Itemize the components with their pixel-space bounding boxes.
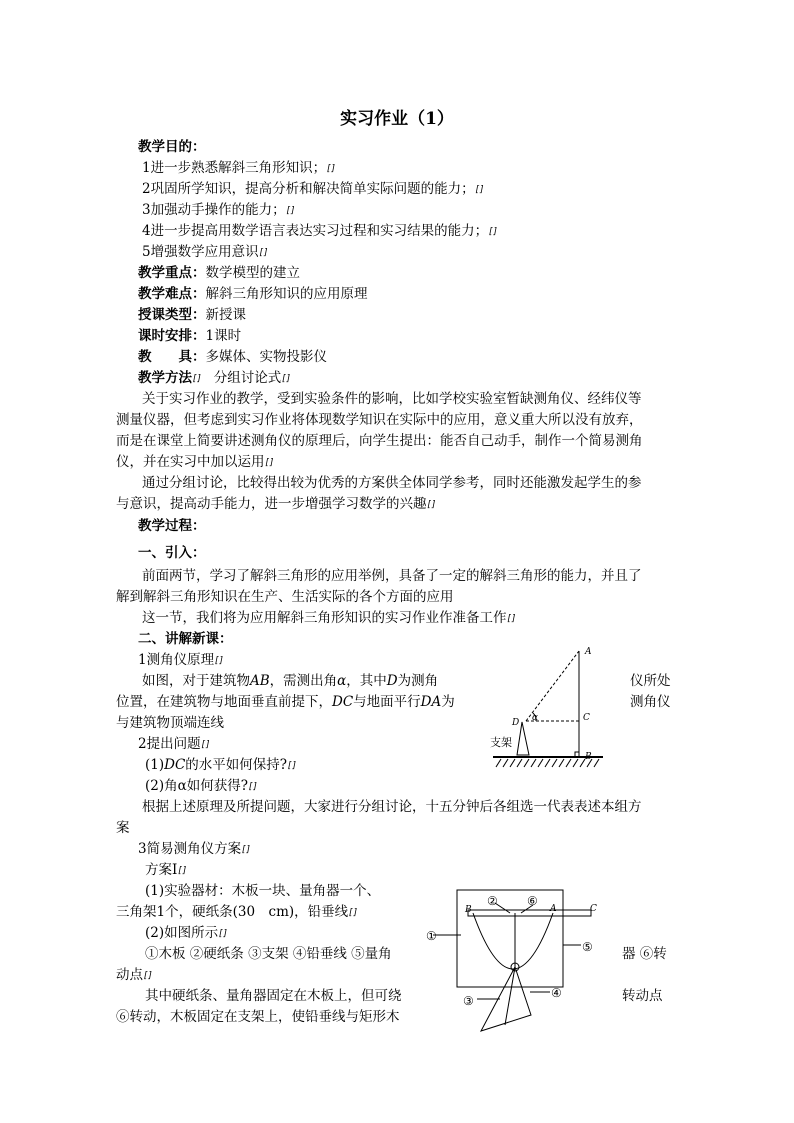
equip-line: 三角架1个，硬纸条(30 cm)，铅垂线[] xyxy=(116,904,358,920)
cardboard-strip xyxy=(468,910,591,916)
label-B2: B xyxy=(465,905,472,915)
parts-line: 动点[] xyxy=(116,967,152,983)
intro-line: 仪，并在实习中加以运用[] xyxy=(116,454,274,470)
parts-line-right: 器 ⑥转 xyxy=(622,946,667,962)
sec1-line: 解到解斜三角形知识在生产、生活实际的各个方面的应用 xyxy=(116,589,454,605)
scheme-label: 方案Ⅰ[] xyxy=(145,862,187,878)
question-heading: 2提出问题[] xyxy=(138,736,210,752)
principle-line: 位置，在建筑物与地面垂直前提下，DC与地面平行DA为 xyxy=(116,694,455,710)
question-item: (2)角α如何获得?[] xyxy=(145,778,257,794)
mark: [] xyxy=(285,206,295,216)
protractor-arc xyxy=(473,913,553,969)
section-intro-heading: 一、引入： xyxy=(138,545,206,561)
meta-method: 教学方法[] 分组讨论式[] xyxy=(138,370,291,386)
intro-line: 关于实习作业的教学，受到实验条件的影响，比如学校实验室暂缺测角仪、经纬仪等 xyxy=(142,391,642,407)
instrument-figure xyxy=(425,885,615,1040)
mark: [] xyxy=(488,227,497,237)
mark: [] xyxy=(326,164,335,174)
principle-heading: 1测角仪原理[] xyxy=(138,652,223,668)
mark: [] xyxy=(258,248,268,258)
meta-hours: 课时安排：1课时 xyxy=(138,328,242,344)
section-new-heading: 二、讲解新课： xyxy=(138,631,233,647)
label-stand: 支架 xyxy=(490,736,512,749)
page-title: 实习作业（1） xyxy=(340,109,454,129)
objective-item: 3加强动手操作的能力；[] xyxy=(142,202,295,218)
sight-line xyxy=(526,651,579,721)
discussion-line: 根据上述原理及所提问题，大家进行分组讨论，十五分钟后各组选一代表表述本组方 xyxy=(142,799,642,815)
question-item: (1)DC的水平如何保持?[] xyxy=(145,757,296,773)
fig-note: (2)如图所示[] xyxy=(145,925,227,941)
discuss-line: 与意识，提高动手能力，进一步增强学习数学的兴趣[] xyxy=(116,496,436,512)
label-C: C xyxy=(583,713,590,723)
marker-1: ① xyxy=(426,929,437,943)
angle-principle-figure xyxy=(488,640,608,772)
marker-3: ③ xyxy=(463,994,474,1008)
meta-tools: 教 具：多媒体、实物投影仪 xyxy=(138,349,327,365)
scheme-heading: 3简易测角仪方案[] xyxy=(138,841,250,857)
discussion-line: 案 xyxy=(116,820,130,836)
fix-line-right: 转动点 xyxy=(622,988,663,1004)
sec1-line: 前面两节，学习了解斜三角形的应用举例，具备了一定的解斜三角形的能力，并且了 xyxy=(142,568,642,584)
marker-5: ⑤ xyxy=(582,940,593,954)
meta-difficulty: 教学难点：解斜三角形知识的应用原理 xyxy=(138,286,368,302)
sec1-line: 这一节，我们将为应用解斜三角形知识的实习作业作准备工作[] xyxy=(142,610,516,626)
principle-line: 如图，对于建筑物AB，需测出角α，其中D为测角 xyxy=(142,673,439,689)
mark: [] xyxy=(474,185,484,195)
intro-line: 而是在课堂上简要讲述测角仪的原理后，向学生提出：能否自己动手，制作一个简易测角 xyxy=(116,433,643,449)
fix-line: 其中硬纸条、量角器固定在木板上，但可绕 xyxy=(145,988,402,1004)
principle-line-right: 测角仪 xyxy=(630,694,671,710)
label-A: A xyxy=(585,647,592,657)
principle-line: 与建筑物顶端连线 xyxy=(116,715,224,731)
intro-line: 测量仪器，但考虑到实习作业将体现数学知识在实际中的应用，意义重大所以没有放弃， xyxy=(116,412,643,428)
label-alpha: α xyxy=(532,713,539,723)
equip-line: (1)实验器材：木板一块、量角器一个、 xyxy=(145,883,381,899)
marker-2: ② xyxy=(487,894,498,908)
discuss-line: 通过分组讨论，比较得出较为优秀的方案供全体同学参考，同时还能激发起学生的参 xyxy=(142,475,642,491)
meta-type: 授课类型：新授课 xyxy=(138,307,246,323)
parts-line: ①木板 ②硬纸条 ③支架 ④铅垂线 ⑤量角 xyxy=(145,946,392,962)
label-A2: A xyxy=(550,904,557,914)
wooden-board xyxy=(457,890,563,987)
meta-key-point: 教学重点：数学模型的建立 xyxy=(138,265,300,281)
objective-item: 2巩固所学知识，提高分析和解决简单实际问题的能力；[] xyxy=(142,181,484,197)
objective-item: 1进一步熟悉解斜三角形知识；[] xyxy=(142,160,335,176)
objective-item: 4进一步提高用数学语言表达实习过程和实习结果的能力；[] xyxy=(142,223,497,239)
principle-line-right: 仪所处 xyxy=(630,673,671,689)
label-D: D xyxy=(512,718,520,728)
marker-4: ④ xyxy=(551,986,562,1000)
label-C2: C xyxy=(590,904,597,914)
objective-item: 5增强数学应用意识[] xyxy=(142,244,268,260)
process-heading: 教学过程： xyxy=(138,518,206,534)
fix-line: ⑥转动，木板固定在支架上，使铅垂线与矩形木 xyxy=(116,1009,400,1025)
objectives-heading: 教学目的： xyxy=(138,139,206,155)
label-B: B xyxy=(585,752,592,762)
marker-6: ⑥ xyxy=(527,894,538,908)
